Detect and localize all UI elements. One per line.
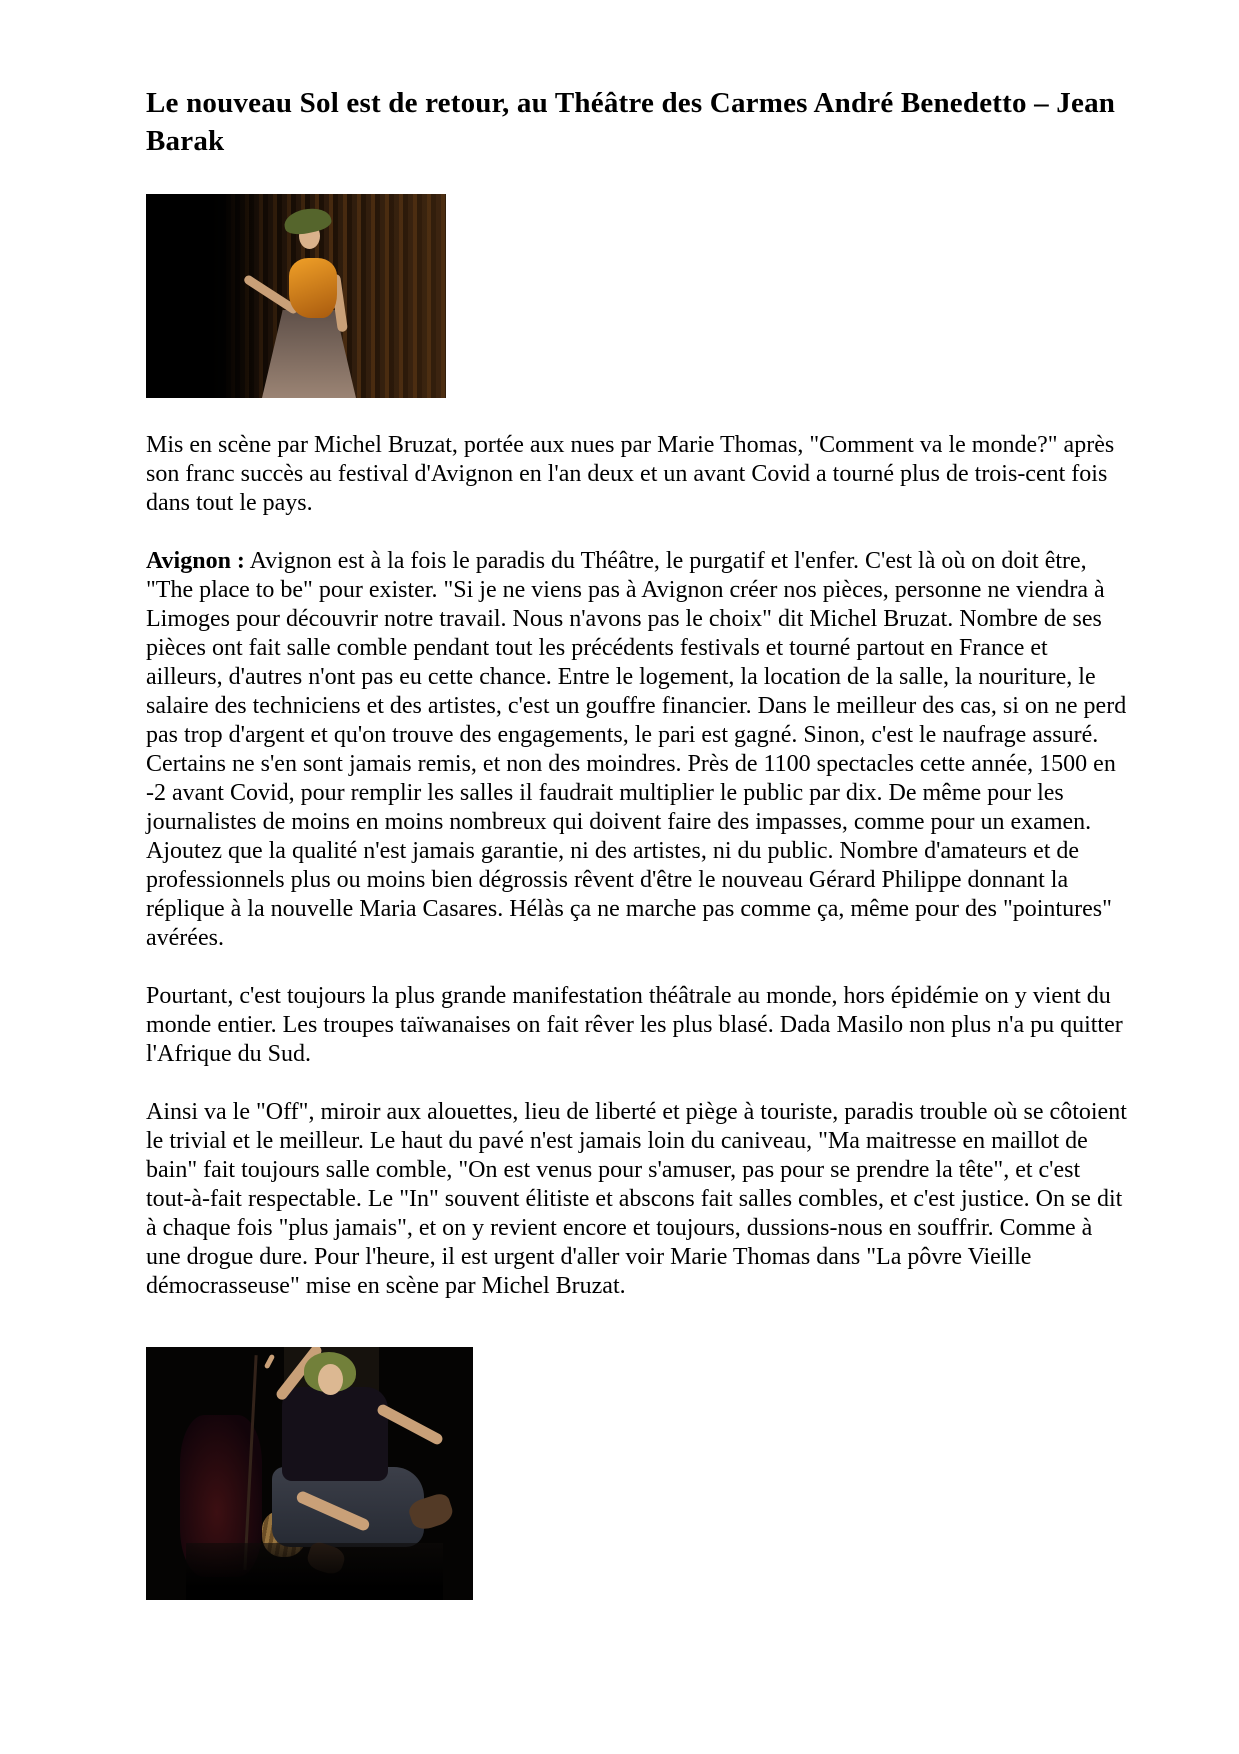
paragraph-intro-text: Mis en scène par Michel Bruzat, portée aux nues par Marie Thomas, "Comment va le monde?" après son franc succès au festival d'Avignon en l'an deux et un avant Covid a tourné plus de trois-cent fois dans tout le pays. — [146, 432, 1115, 516]
actress-orange-corset-shape — [289, 258, 337, 318]
page-title: Le nouveau Sol est de retour, au Théâtre des Carmes André Benedetto – Jean Barak — [146, 87, 1116, 157]
pointing-finger-shape — [264, 1354, 275, 1370]
paragraph-pourtant — [146, 982, 1129, 1069]
paragraph-intro — [146, 431, 1129, 518]
seated-actress-jacket-shape — [282, 1387, 388, 1481]
seated-actress-face-shape — [318, 1364, 343, 1395]
paragraph-pourtant-text: Pourtant, c'est toujours la plus grande manifestation théâtrale au monde, hors épidémie on y vient du monde entier. Les troupes taïwanaises on fait rêver les plus blasé. Dada Masilo non plus n'a pu quitter l'Afrique du Sud. — [146, 983, 1123, 1067]
paragraph-avignon-text: Avignon est à la fois le paradis du Théâtre, le purgatif et l'enfer. C'est là où on doit être, "The place to be" pour exister. "Si je ne viens pas à Avignon créer nos pièces, personne ne viendra à Limoges pour découvrir notre travail. Nous n'avons pas le choix" dit Michel Bruzat. Nombre de ses pièces ont fait salle comble pendant tout les précédents festivals et tourné partout en France et ailleurs, d'autres n'ont pas eu cette chance. Entre le logement, la location de la salle, la nouriture, le salaire des techniciens et des artistes, c'est un gouffre financier. Dans le meilleur des cas, si on ne perd pas trop d'argent et qu'on trouve des engagements, le pari est gagné. Sinon, c'est le naufrage assuré. Certains ne s'en sont jamais remis, et non des moindres. Près de 1100 spectacles cette année, 1500 en -2 avant Covid, pour remplir les salles il faudrait multiplier le public par dix. De même pour les journalistes de moins en moins nombreux qui doivent faire des impasses, comme pour un examen. Ajoutez que la qualité n'est jamais garantie, ni des artistes, ni du public. Nombre d'amateurs et de professionnels plus ou moins bien dégrossis rêvent d'être le nouveau Gérard Philippe donnant la réplique à la nouvelle Maria Casares. Hélàs ça ne marche pas comme ça, même pour des "pointures" avérées. — [146, 548, 1127, 951]
paragraph-avignon — [146, 547, 1129, 953]
dark-stage-wing-shape — [146, 194, 261, 398]
stage-photo-2 — [146, 1347, 473, 1600]
paragraph-avignon-lead: Avignon : — [146, 548, 245, 574]
dark-floor-shape — [186, 1543, 443, 1600]
paragraph-off — [146, 1098, 1129, 1301]
paragraph-off-text: Ainsi va le "Off", miroir aux alouettes, lieu de liberté et piège à touriste, paradis trouble où se côtoient le trivial et le meilleur. Le haut du pavé n'est jamais loin du caniveau, "Ma maitresse en maillot de bain" fait toujours salle comble, "On est venus pour s'amuser, pas pour se prendre la tête", et c'est tout-à-fait respectable. Le "In" souvent élitiste et abscons fait salles combles, et c'est justice. On se dit à chaque fois "plus jamais", et on y revient encore et toujours, dussions-nous en souffrir. Comme à une drogue dure. Pour l'heure, il est urgent d'aller voir Marie Thomas dans "La pôvre Vieille démocrasseuse" mise en scène par Michel Bruzat. — [146, 1099, 1127, 1299]
stage-photo-1 — [146, 194, 446, 398]
